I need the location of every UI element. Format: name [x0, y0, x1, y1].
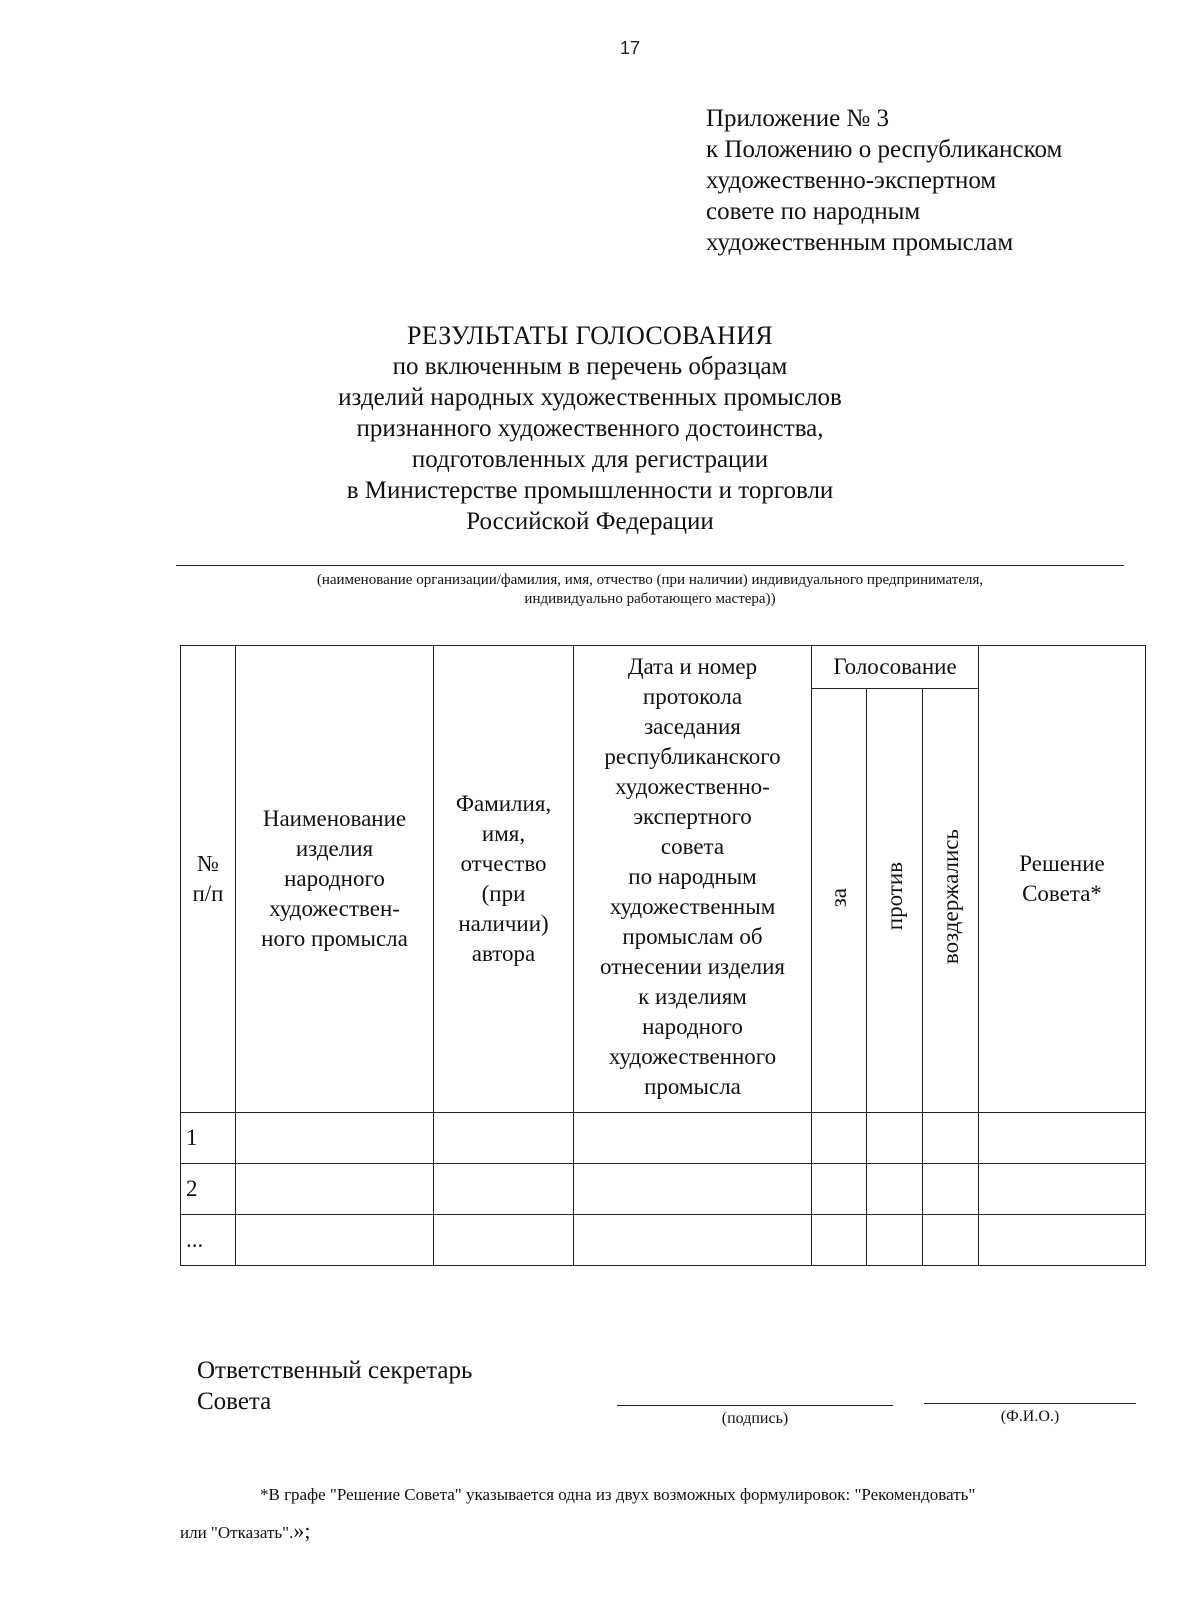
cell-empty — [923, 1113, 979, 1164]
appendix-line: совете по народным — [706, 198, 921, 225]
cell-empty — [867, 1215, 923, 1266]
table-row — [181, 1113, 1146, 1164]
header-item-name — [236, 646, 434, 1113]
cell-empty — [812, 1164, 867, 1215]
header-author-line: наличии) — [458, 911, 549, 936]
header-protocol-line: заседания — [644, 714, 741, 739]
header-protocol-line: промыслам об — [622, 924, 763, 949]
header-protocol-line: экспертного — [633, 804, 752, 829]
row-number: ... — [181, 1215, 236, 1266]
header-item-line: народного — [284, 866, 385, 891]
cell-empty — [812, 1113, 867, 1164]
header-vote-against — [867, 689, 923, 1113]
header-protocol — [574, 646, 812, 1113]
cell-empty — [434, 1215, 574, 1266]
title-line: признанного художественного достоинства, — [356, 415, 824, 442]
cell-empty — [867, 1164, 923, 1215]
header-protocol-line: народного — [642, 1014, 743, 1039]
title-line: подготовленных для регистрации — [411, 446, 769, 473]
page-number: 17 — [620, 38, 641, 58]
title-line: в Министерстве промышленности и торговли — [346, 477, 834, 504]
cell-empty — [236, 1113, 434, 1164]
footnote-text: или "Отказать". — [180, 1523, 294, 1542]
header-protocol-line: промысла — [644, 1074, 741, 1099]
header-protocol-line: художественного — [608, 1044, 777, 1069]
header-protocol-line: по народным — [628, 864, 757, 889]
header-author-line: отчество — [460, 851, 547, 876]
header-num-line: № — [197, 851, 219, 876]
title-line: по включенным в перечень образцам — [392, 353, 788, 380]
header-item-line: художествен- — [269, 896, 400, 921]
title-line: Российской Федерации — [466, 508, 714, 535]
org-caption-line: (наименование организации/фамилия, имя, отчество (при наличии) индивидуального предпринимателя, — [316, 572, 984, 588]
header-protocol-line: Дата и номер — [627, 654, 758, 679]
header-protocol-line: республиканского — [604, 744, 781, 769]
cell-empty — [923, 1215, 979, 1266]
header-author-line: имя, — [481, 821, 526, 846]
document-title — [260, 320, 920, 537]
fio-line — [924, 1403, 1136, 1404]
cell-empty — [574, 1164, 812, 1215]
title-line: изделий народных художественных промыслов — [338, 384, 842, 411]
cell-empty — [574, 1215, 812, 1266]
cell-empty — [979, 1164, 1146, 1215]
header-protocol-line: совета — [660, 834, 725, 859]
voting-results-table — [180, 645, 1146, 1266]
footnote-line: *В графе "Решение Совета" указывается одна из двух возможных формулировок: "Рекомендовать" — [260, 1485, 976, 1504]
vote-abstained-label: воздержались — [937, 828, 963, 965]
secretary-line: Совета — [197, 1388, 272, 1415]
cell-empty — [812, 1215, 867, 1266]
footnote — [180, 1477, 1140, 1551]
secretary-label — [197, 1355, 472, 1417]
header-item-line: изделия — [295, 836, 374, 861]
signature-caption: (подпись) — [721, 1410, 789, 1427]
header-decision-line: Совета* — [1022, 881, 1102, 906]
row-number: 2 — [181, 1164, 236, 1215]
cell-empty — [979, 1215, 1146, 1266]
cell-empty — [923, 1164, 979, 1215]
header-num — [181, 646, 236, 1113]
header-vote-for — [812, 689, 867, 1113]
fio-caption: (Ф.И.О.) — [1000, 1408, 1060, 1425]
header-protocol-line: отнесении изделия — [600, 954, 785, 979]
cell-empty — [434, 1164, 574, 1215]
cell-empty — [434, 1113, 574, 1164]
header-num-line: п/п — [192, 881, 224, 906]
vote-for-label: за — [826, 888, 851, 908]
header-author — [434, 646, 574, 1113]
title-main: РЕЗУЛЬТАТЫ ГОЛОСОВАНИЯ — [407, 321, 773, 350]
cell-empty — [867, 1113, 923, 1164]
cell-empty — [574, 1113, 812, 1164]
header-protocol-line: протокола — [642, 684, 743, 709]
header-vote-abstained — [923, 689, 979, 1113]
cell-empty — [236, 1215, 434, 1266]
footnote-line-2 — [180, 1513, 1140, 1551]
header-decision — [979, 646, 1146, 1113]
appendix-line: Приложение № 3 — [706, 105, 890, 132]
cell-empty — [236, 1164, 434, 1215]
header-decision-line: Решение — [1019, 851, 1105, 876]
header-voting: Голосование — [812, 646, 979, 689]
organization-caption — [176, 571, 1124, 609]
header-protocol-line: к изделиям — [638, 984, 747, 1009]
organization-fill-line — [176, 565, 1124, 566]
header-item-line: Наименование — [262, 806, 407, 831]
secretary-line: Ответственный секретарь — [197, 1357, 473, 1384]
appendix-line: художественно-экспертном — [706, 167, 997, 194]
header-protocol-line: художественно- — [615, 774, 770, 799]
appendix-reference — [706, 103, 1186, 258]
appendix-line: к Положению о республиканском — [706, 136, 1063, 163]
header-protocol-line: художественным — [609, 894, 776, 919]
signature-line — [617, 1405, 893, 1406]
cell-empty — [979, 1113, 1146, 1164]
header-author-line: автора — [471, 941, 536, 966]
table-row — [181, 1164, 1146, 1215]
table-row — [181, 1215, 1146, 1266]
header-item-line: ного промысла — [261, 926, 408, 951]
header-author-line: Фамилия, — [455, 791, 552, 816]
row-number: 1 — [181, 1113, 236, 1164]
org-caption-line: индивидуально работающего мастера)) — [524, 591, 776, 607]
appendix-line: художественным промыслам — [706, 229, 1014, 256]
vote-against-label: против — [881, 862, 907, 931]
header-author-line: (при — [481, 881, 526, 906]
footnote-closing: »; — [293, 1518, 311, 1543]
